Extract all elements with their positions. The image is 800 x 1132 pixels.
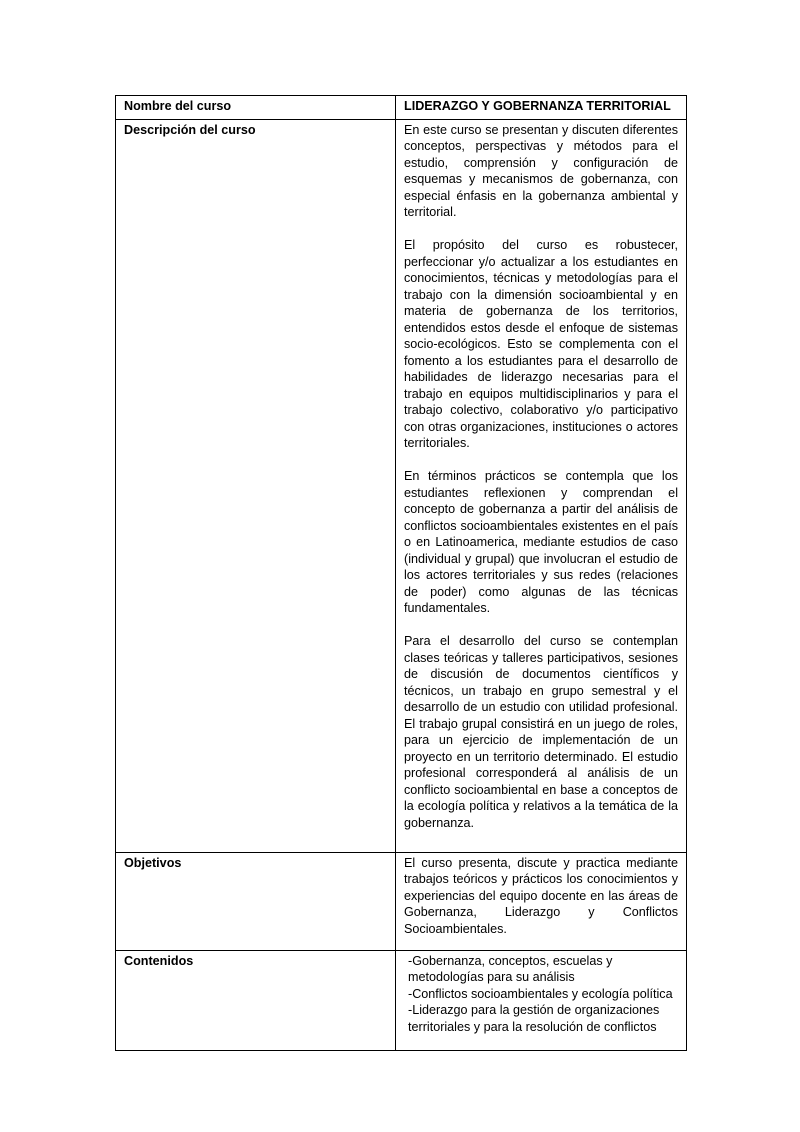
- objectives-value: [396, 852, 687, 950]
- contents-item-2: -Conflictos socioambientales y ecología política: [408, 986, 673, 1001]
- description-paragraph-1: En este curso se presentan y discuten diferentes conceptos, perspectivas y métodos para el estudio, comprensión y configuración de esquemas y mecanismos de gobernanza, con especial énfasis en la gobernanza ambiental y territorial.: [404, 122, 678, 219]
- objectives-label: Objetivos: [116, 852, 396, 950]
- description-paragraph-3: En términos prácticos se contempla que los estudiantes reflexionen y comprendan el concepto de gobernanza a partir del análisis de conflictos socioambientales existentes en el país o en Latinoamerica, mediante estudios de caso (individual y grupal) que involucran el estudio de los actores territoriales y sus redes (relaciones de poder) como algunas de las técnicas fundamentales.: [404, 469, 678, 615]
- description-paragraph-4: Para el desarrollo del curso se contemplan clases teóricas y talleres participativos, sesiones de discusión de documentos científicos y técnicos, un trabajo en grupo semestral y el desarrollo de un estudio con utilidad profesional. El trabajo grupal consistirá en un juego de roles, para un ejercicio de implementación de un proyecto en un territorio determinado. El estudio profesional corresponderá al análisis de un conflicto socioambiental en base a conceptos de la ecología política y relativos a la temática de la gobernanza.: [404, 634, 678, 830]
- course-name-value: LIDERAZGO Y GOBERNANZA TERRITORIAL: [396, 96, 687, 120]
- course-name-label: Nombre del curso: [116, 96, 396, 120]
- contents-list: [404, 953, 678, 1036]
- contents-item-3: -Liderazgo para la gestión de organizaciones territoriales y para la resolución de conflictos: [408, 1003, 660, 1034]
- contents-value: [396, 950, 687, 1050]
- course-description-row: [116, 119, 687, 852]
- contents-item-1: -Gobernanza, conceptos, escuelas y metodologías para su análisis: [408, 953, 613, 984]
- course-name-row: [116, 96, 687, 120]
- contents-label: Contenidos: [116, 950, 396, 1050]
- contents-row: [116, 950, 687, 1050]
- course-info-table: [115, 95, 687, 1051]
- description-paragraph-2: El propósito del curso es robustecer, perfeccionar y/o actualizar a los estudiantes en conocimientos, técnicas y metodologías para el trabajo con la dimensión socioambiental y en materia de gobernanza de los territorios, entendidos estos desde el enfoque de sistemas socio-ecológicos. Esto se complementa con el fomento a los estudiantes para el desarrollo de habilidades de liderazgo necesarias para el trabajo en equipos multidisciplinarios y para el trabajo colectivo, colaborativo y/o participativo con otras organizaciones, instituciones o actores territoriales.: [404, 238, 678, 450]
- objectives-row: [116, 852, 687, 950]
- course-description-value: [396, 119, 687, 852]
- objectives-text: El curso presenta, discute y practica mediante trabajos teóricos y prácticos los conocimientos y experiencias del equipo docente en las áreas de Gobernanza, Liderazgo y Conflictos Socioambientales.: [404, 855, 678, 936]
- course-description-label: Descripción del curso: [116, 119, 396, 852]
